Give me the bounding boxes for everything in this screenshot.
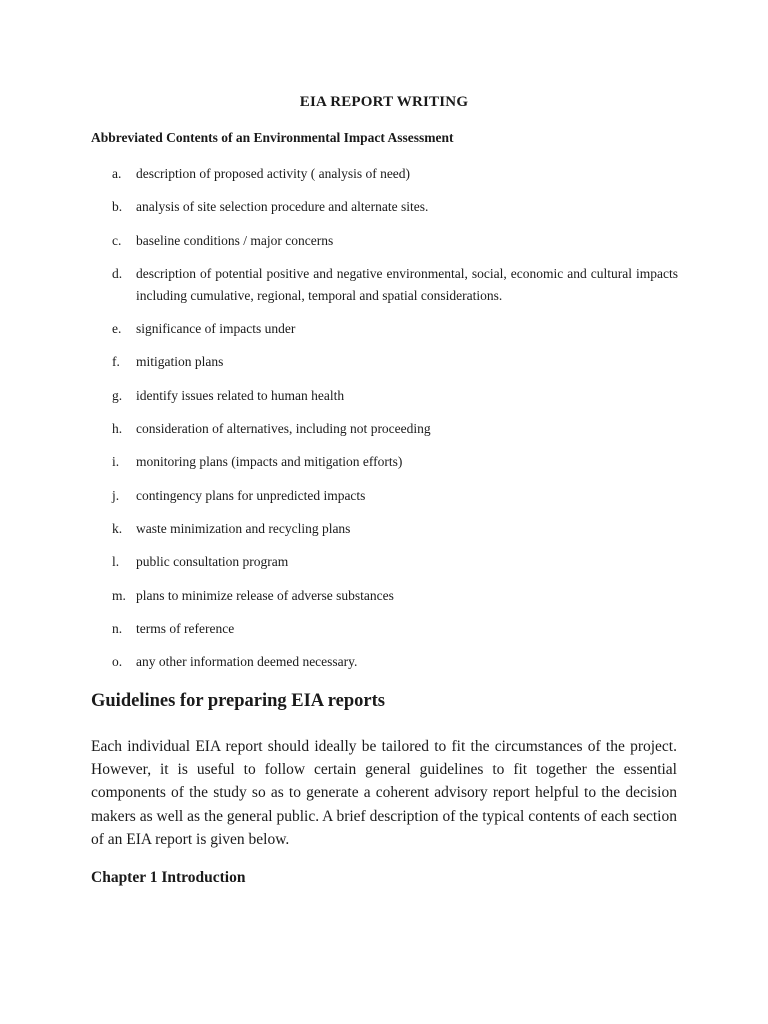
list-item <box>112 263 678 307</box>
list-text: any other information deemed necessary. <box>136 654 358 670</box>
list-marker: a. <box>112 166 122 181</box>
list-text: plans to minimize release of adverse substances <box>136 587 394 603</box>
list-text: contingency plans for unpredicted impacts <box>136 487 366 503</box>
body-paragraph: Each individual EIA report should ideally be tailored to fit the circumstances of the project. However, it is useful to follow certain general guidelines to fit together the essential components of the study so as to generate a coherent advisory report helpful to the decision makers as well as the general public. A brief description of the typical contents of each section of an EIA report is given below. <box>91 738 677 848</box>
list-marker: k. <box>112 520 123 536</box>
list-marker: m. <box>112 587 126 603</box>
list-item <box>112 451 678 473</box>
list-marker: e. <box>112 321 122 337</box>
list-item <box>112 318 678 340</box>
list-marker: i. <box>112 454 120 470</box>
list-text: public consultation program <box>136 554 289 570</box>
list-text: monitoring plans (impacts and mitigation efforts) <box>136 454 403 470</box>
list-marker: b. <box>112 199 123 215</box>
list-text: description of proposed activity ( analysis of need) <box>136 166 411 181</box>
list-marker: f. <box>112 354 120 370</box>
list-text: description of potential positive and negative environmental, social, economic and cultural impacts including cumulative, regional, temporal and spatial considerations. <box>136 265 678 303</box>
list-item <box>112 385 678 407</box>
section-heading: Guidelines for preparing EIA reports <box>91 691 385 711</box>
contents-list <box>112 163 678 684</box>
list-item <box>112 196 678 218</box>
list-marker: l. <box>112 554 120 570</box>
list-item <box>112 418 678 440</box>
list-text: terms of reference <box>136 620 235 636</box>
list-text: baseline conditions / major concerns <box>136 232 334 248</box>
list-text: mitigation plans <box>136 354 224 370</box>
chapter-heading: Chapter 1 Introduction <box>91 869 246 886</box>
list-item <box>112 163 678 185</box>
list-marker: g. <box>112 387 123 403</box>
list-item <box>112 585 678 607</box>
list-item <box>112 551 678 573</box>
list-item <box>112 651 678 673</box>
document-title: EIA REPORT WRITING <box>299 94 469 110</box>
list-item <box>112 351 678 373</box>
list-item <box>112 485 678 507</box>
list-marker: o. <box>112 654 123 670</box>
list-marker: h. <box>112 421 123 437</box>
list-item <box>112 618 678 640</box>
list-text: analysis of site selection procedure and alternate sites. <box>136 199 429 215</box>
list-item <box>112 230 678 252</box>
list-marker: j. <box>112 487 120 503</box>
list-text: consideration of alternatives, including not proceeding <box>136 421 431 437</box>
list-marker: n. <box>112 620 123 636</box>
list-marker: d. <box>112 265 123 281</box>
list-item <box>112 518 678 540</box>
list-marker: c. <box>112 232 122 248</box>
list-text: significance of impacts under <box>136 321 296 337</box>
list-text: waste minimization and recycling plans <box>136 520 351 536</box>
document-subtitle: Abbreviated Contents of an Environmental Impact Assessment <box>91 130 454 145</box>
list-text: identify issues related to human health <box>136 387 345 403</box>
